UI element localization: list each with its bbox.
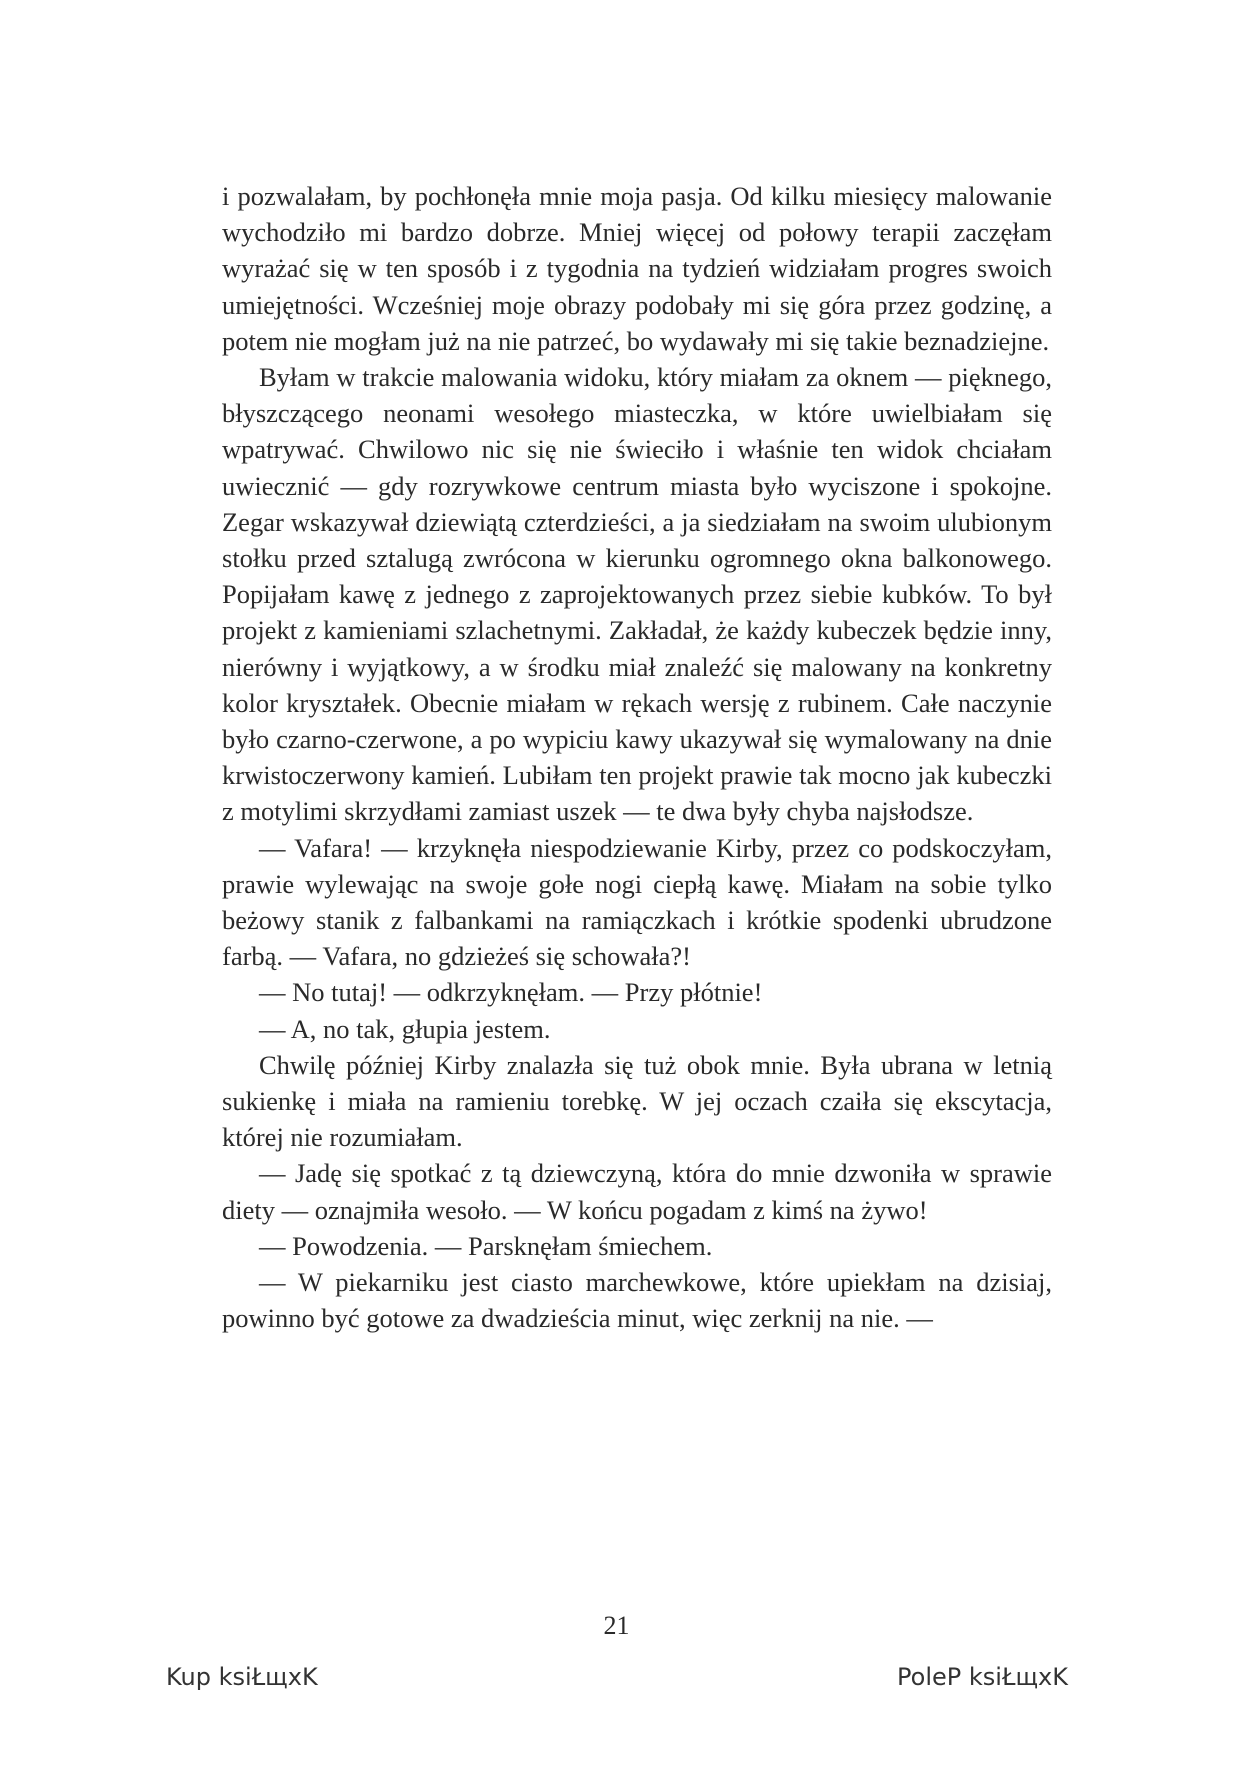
paragraph: — W piekarniku jest ciasto marchewkowe, które upiekłam na dzisiaj, powinno być gotowe za dwadzieścia minut, więc zerknij na nie. — <box>222 1267 1052 1334</box>
paragraph: — Jadę się spotkać z tą dziewczyną, która do mnie dzwoniła w sprawie diety — oznajmiła wesoło. — W końcu pogadam z kimś na żywo! <box>222 1158 1052 1225</box>
paragraph: i pozwalałam, by pochłonęła mnie moja pasja. Od kilku miesięcy malowanie wychodziło mi bardzo dobrze. Mniej więcej od połowy terapii zaczęłam wyrażać się w ten sposób i z tygodnia na tydzień widziałam progres swoich umiejętności. Wcześniej moje obrazy podobały mi się góra przez godzinę, a potem nie mogłam już na nie patrzeć, bo wydawały mi się takie beznadziejne. <box>222 181 1052 356</box>
paragraph: Chwilę później Kirby znalazła się tuż obok mnie. Była ubrana w letnią sukienkę i miała na ramieniu torebkę. W jej oczach czaiła się ekscytacja, której nie rozumiałam. <box>222 1049 1052 1153</box>
page-number: 21 <box>603 1611 630 1640</box>
body-text <box>222 178 1052 1337</box>
paragraph: — Powodzenia. — Parsknęłam śmiechem. <box>259 1230 713 1261</box>
recommend-book-link[interactable]: PoleP ksiŁщхK <box>897 1663 1068 1691</box>
paragraph: — A, no tak, głupia jestem. <box>259 1013 551 1044</box>
paragraph: — Vafara! — krzyknęła niespodziewanie Kirby, przez co podskoczyłam, prawie wylewając na swoje gołe nogi ciepłą kawę. Miałam na sobie tylko beżowy stanik z falbankami na ramiączkach i krótkie spodenki ubrudzone farbą. — Vafara, no gdzieżeś się schowała?! <box>222 832 1052 972</box>
paragraph: Byłam w trakcie malowania widoku, który miałam za oknem — pięknego, błyszczącego neonami wesołego miasteczka, w które uwielbiałam się wpatrywać. Chwilowo nic się nie świeciło i właśnie ten widok chciałam uwiecznić — gdy rozrywkowe centrum miasta było wyciszone i spokojne. Zegar wskazywał dziewiątą czterdzieści, a ja siedziałam na swoim ulubionym stołku przed sztalugą zwrócona w kierunku ogromnego okna balkonowego. Popijałam kawę z jednego z zaprojektowanych przez siebie kubków. To był projekt z kamieniami szlachetnymi. Zakładał, że każdy kubeczek będzie inny, nierówny i wyjątkowy, a w środku miał znaleźć się malowany na konkretny kolor kryształek. Obecnie miałam w rękach wersję z rubinem. Całe naczynie było czarno-czerwone, a po wypiciu kawy ukazywał się wymalowany na dnie krwistoczerwony kamień. Lubiłam ten projekt prawie tak mocno jak kubeczki z motylimi skrzydłami zamiast uszek — te dwa były chyba najsłodsze. <box>222 362 1052 827</box>
paragraph: — No tutaj! — odkrzyknęłam. — Przy płótnie! <box>259 977 763 1008</box>
buy-book-link[interactable]: Kup ksiŁщхK <box>166 1663 318 1691</box>
